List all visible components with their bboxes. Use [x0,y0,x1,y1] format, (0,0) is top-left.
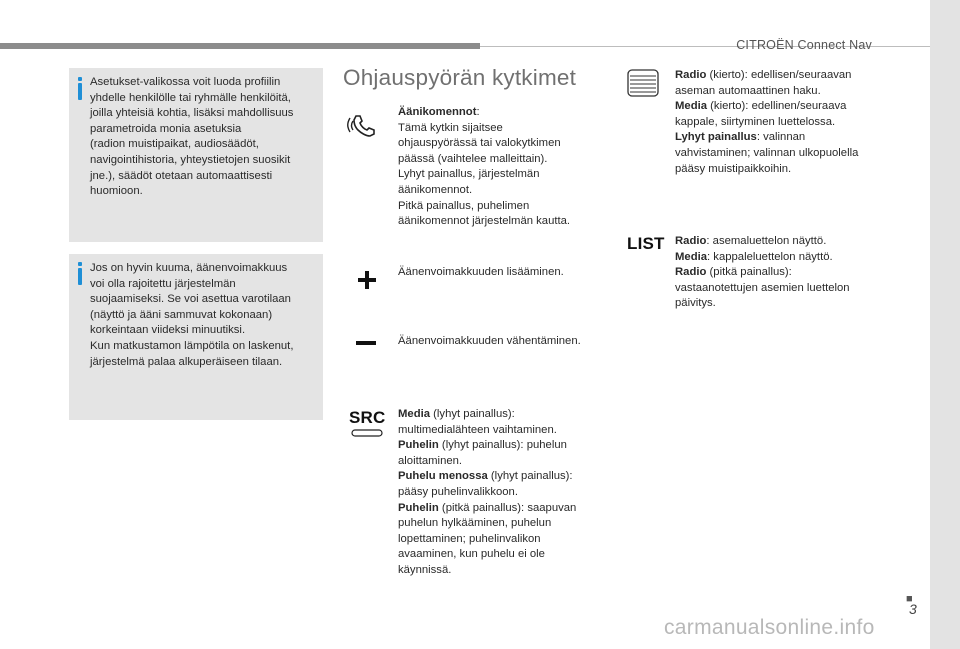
info-icon [78,83,82,100]
desc-line [398,532,576,548]
desc-line [398,167,570,183]
plus-icon [357,270,377,290]
thumbwheel-icon [627,69,659,97]
desc-line [398,265,564,281]
desc-line [398,407,576,423]
desc-term: Radio [675,69,707,81]
desc-text: (lyhyt painallus): [430,408,515,420]
desc-text: (lyhyt painallus): [487,470,573,483]
desc-line [398,516,576,532]
desc-text: puhelun hylkääminen, puhelun [398,517,552,530]
desc-line [398,469,576,485]
desc-line [398,438,576,454]
desc-text: päivitys. [675,297,716,310]
desc-text: (kierto): edellinen/seuraava [707,100,847,113]
control-desc-list [675,234,850,312]
desc-line [398,423,576,439]
control-desc-plus [398,265,564,281]
info-text: Asetukset-valikossa voit luoda profiilin yhdelle henkilölle tai ryhmälle henkilöitä, joilla yhteisiä kohtia, lisäksi mahdollisuus parametroida monia asetuksia (radion muistipaikat, audiosäädöt, navigointihistoria, yhteystietojen suosikit jne.), säädöt otetaan automaattisesti huomioon. [90,76,294,198]
info-box-profiles [69,68,323,242]
desc-text: avaaminen, kun puhelu ei ole [398,548,545,561]
desc-text: : asemaluettelon näyttö. [706,235,827,247]
desc-line [675,84,858,100]
control-desc-minus [398,334,581,350]
desc-line [398,454,576,470]
brand-title: CITROËN Connect Nav [736,38,872,52]
desc-line [675,162,858,178]
desc-line [398,501,576,517]
desc-text: ohjauspyörässä tai valokytkimen [398,137,561,150]
desc-term: Media [675,100,708,113]
desc-text: (lyhyt painallus): puhelun [438,439,567,452]
desc-text: pääsy puhelinvalikkoon. [398,485,518,498]
desc-term: Radio [675,235,707,247]
desc-text: Lyhyt painallus, järjestelmän [398,168,540,181]
page-marker: ■ [906,593,913,605]
desc-text: Äänenvoimakkuuden lisääminen. [398,266,564,278]
desc-line [398,214,570,230]
desc-line [675,130,858,146]
desc-text: (pitkä painallus): [706,266,792,279]
desc-text: Pitkä painallus, puhelimen [398,199,530,212]
desc-line [398,105,570,121]
desc-line [675,296,850,312]
desc-text: aseman automaattinen haku. [675,84,821,97]
desc-text: Äänenvoimakkuuden vähentäminen. [398,335,581,347]
desc-text: Tämä kytkin sijaitsee [398,121,503,134]
desc-line [675,281,850,297]
info-text: Jos on hyvin kuuma, äänenvoimakkuus voi olla rajoitettu järjestelmän suojaamiseksi. Se voi asettua varotilaan (näyttö ja ääni sammuvat kokonaan) korkeintaan viideksi minuutiksi. Kun matkustamon lämpötila on laskenut, järjestelmä palaa alkuperäiseen tilaan. [90,262,294,368]
control-desc-thumbwheel [675,68,858,177]
desc-text: käynnissä. [398,563,452,576]
page-side-strip [930,0,960,649]
desc-line [398,183,570,199]
desc-term: Äänikomennot [398,106,477,118]
desc-text: kappale, siirtyminen luettelossa. [675,115,836,128]
desc-line [398,121,570,137]
control-desc-voice [398,105,570,230]
desc-line [398,563,576,579]
desc-text: pääsy muistipaikkoihin. [675,162,792,175]
desc-line [675,146,858,162]
watermark-text: carmanualsonline.info [664,616,875,639]
desc-term: Puhelin [398,501,439,514]
desc-line [675,234,850,250]
header-rule [0,43,480,49]
minus-icon [355,339,377,347]
desc-line [675,99,858,115]
src-button-icon [349,408,385,438]
desc-text: vastaanotettujen asemien luettelon [675,281,850,294]
desc-line [398,136,570,152]
desc-term: Media [398,408,431,420]
desc-text: päässä (vaihtelee malleittain). [398,152,548,165]
desc-line [398,152,570,168]
desc-term: Puhelu menossa [398,470,488,483]
src-label: SRC [349,408,386,427]
desc-line [398,334,581,350]
desc-text: multimedialähteen vaihtaminen. [398,423,557,436]
desc-line [675,265,850,281]
desc-text: (pitkä painallus): saapuvan [438,501,577,514]
desc-text: äänikomennot järjestelmän kautta. [398,215,571,228]
desc-term: Radio [675,266,707,279]
desc-line [675,115,858,131]
desc-text: äänikomennot. [398,183,473,196]
desc-line [398,485,576,501]
voice-command-icon [347,106,383,142]
desc-text: vahvistaminen; valinnan ulkopuolella [675,146,859,159]
desc-text: : [476,106,480,118]
info-icon [78,268,82,285]
desc-line [398,199,570,215]
page-number: 3 [909,601,917,617]
control-desc-src [398,407,576,579]
info-box-volume-limit [69,254,323,420]
desc-term: Lyhyt painallus [675,131,757,144]
desc-line [675,68,858,84]
desc-text: lopettaminen; puhelinvalikon [398,532,541,545]
desc-line [398,547,576,563]
desc-text: : kappaleluettelon näyttö. [707,250,833,263]
desc-text: : valinnan [756,131,806,144]
desc-term: Puhelin [398,439,439,452]
desc-text: aloittaminen. [398,454,463,467]
desc-line [675,250,850,266]
desc-text: (kierto): edellisen/seuraavan [706,69,852,81]
section-title: Ohjauspyörän kytkimet [343,65,577,90]
desc-term: Media [675,250,708,263]
list-button-icon: LIST [627,234,665,253]
